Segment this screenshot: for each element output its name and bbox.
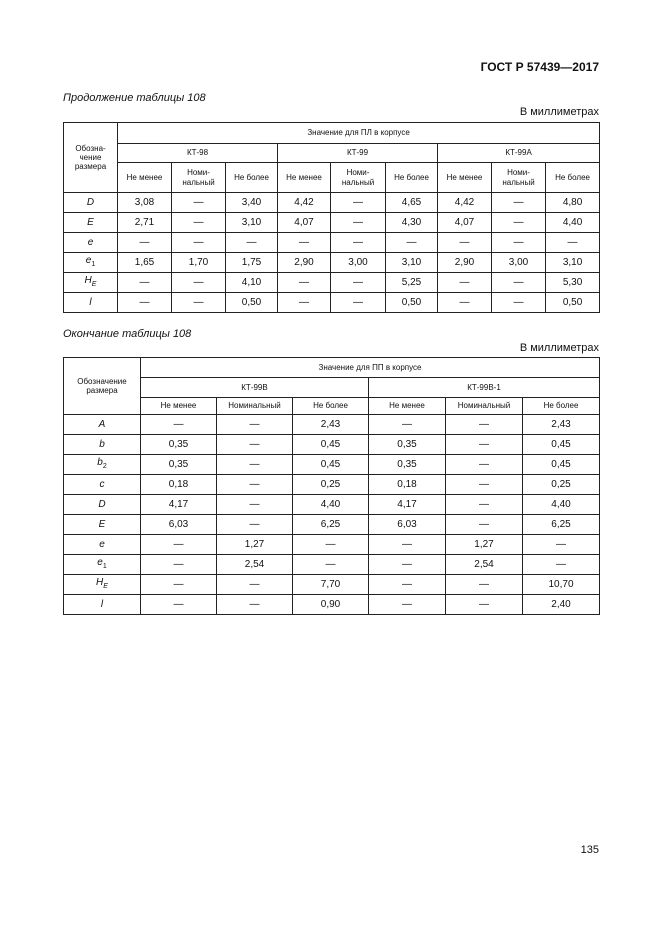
value-cell: 6,03 <box>369 515 446 535</box>
value-cell: 0,45 <box>293 455 369 475</box>
dimension-cell <box>64 475 141 495</box>
value-cell: 2,71 <box>118 213 172 233</box>
subheader: Не более <box>226 163 278 193</box>
subheader: Не менее <box>369 398 446 415</box>
dimension-subscript: E <box>103 583 108 591</box>
value-cell: — <box>331 233 386 253</box>
value-cell: 0,50 <box>226 293 278 313</box>
dimension-subscript: E <box>91 281 97 289</box>
table-row <box>64 293 600 313</box>
table-row <box>64 555 600 575</box>
value-cell: — <box>492 233 546 253</box>
value-cell: 6,25 <box>523 515 600 535</box>
value-cell: 5,30 <box>546 273 600 293</box>
table1-unit: В миллиметрах <box>519 106 599 118</box>
value-cell: 0,35 <box>369 435 446 455</box>
value-cell: 4,07 <box>438 213 492 233</box>
value-cell: 0,50 <box>546 293 600 313</box>
subheader: Номи- нальный <box>492 163 546 193</box>
value-cell: — <box>278 273 331 293</box>
dimension-symbol: E <box>98 518 106 530</box>
value-cell: — <box>331 293 386 313</box>
value-cell: 0,90 <box>293 595 369 615</box>
value-cell: 4,42 <box>278 193 331 213</box>
value-cell: 2,90 <box>438 253 492 273</box>
value-cell: — <box>523 535 600 555</box>
value-cell: — <box>331 273 386 293</box>
value-cell: 0,25 <box>293 475 369 495</box>
value-cell: 0,45 <box>523 455 600 475</box>
table2-caption: Окончание таблицы 108 <box>63 328 192 340</box>
dimension-symbol: D <box>86 196 95 208</box>
value-cell: 1,27 <box>217 535 293 555</box>
value-cell: — <box>492 293 546 313</box>
value-cell: — <box>217 575 293 595</box>
value-cell: — <box>438 233 492 253</box>
subheader: Не более <box>293 398 369 415</box>
dimension-symbol: e <box>99 538 105 550</box>
value-cell: — <box>446 475 523 495</box>
dimension-symbol: E <box>87 216 94 228</box>
dimension-symbol: e <box>97 557 103 569</box>
value-cell: 0,35 <box>369 455 446 475</box>
value-cell: — <box>226 233 278 253</box>
table-row <box>64 435 600 455</box>
value-cell: 2,43 <box>293 415 369 435</box>
value-cell: 1,75 <box>226 253 278 273</box>
value-cell: 6,25 <box>293 515 369 535</box>
table1-caption: Продолжение таблицы 108 <box>63 92 206 104</box>
dimension-symbol: e <box>85 255 92 267</box>
value-cell: — <box>446 495 523 515</box>
value-cell: — <box>118 233 172 253</box>
value-header: Значение для ПП в корпусе <box>141 358 600 378</box>
table-row <box>64 213 600 233</box>
value-cell: — <box>492 213 546 233</box>
value-cell: 3,10 <box>546 253 600 273</box>
value-cell: 0,45 <box>523 435 600 455</box>
value-cell: — <box>217 515 293 535</box>
value-cell: 1,27 <box>446 535 523 555</box>
value-cell: 4,17 <box>141 495 217 515</box>
table-row <box>64 535 600 555</box>
value-cell: — <box>172 293 226 313</box>
dim-header: Обозначение размера <box>64 358 141 415</box>
dimension-symbol: c <box>99 478 105 490</box>
value-cell: 3,00 <box>331 253 386 273</box>
value-cell: 3,10 <box>226 213 278 233</box>
table-row <box>64 415 600 435</box>
group-header: КТ-99А <box>438 144 600 163</box>
value-cell: 4,30 <box>386 213 438 233</box>
value-cell: — <box>172 273 226 293</box>
dimension-subscript: 2 <box>102 463 107 471</box>
value-cell: 4,10 <box>226 273 278 293</box>
dimension-symbol: D <box>98 498 106 510</box>
group-header: КТ-99 <box>278 144 438 163</box>
value-cell: — <box>369 595 446 615</box>
value-cell: — <box>523 555 600 575</box>
value-cell: — <box>141 555 217 575</box>
value-cell: 4,65 <box>386 193 438 213</box>
value-cell: 0,35 <box>141 435 217 455</box>
table-row <box>64 273 600 293</box>
table2-unit: В миллиметрах <box>519 342 599 354</box>
value-cell: 2,43 <box>523 415 600 435</box>
value-cell: — <box>118 273 172 293</box>
dimension-symbol: l <box>89 296 92 308</box>
subheader: Не менее <box>141 398 217 415</box>
dimension-symbol: H <box>84 275 92 287</box>
value-cell: 1,65 <box>118 253 172 273</box>
value-cell: — <box>331 213 386 233</box>
subheader: Не более <box>546 163 600 193</box>
value-cell: — <box>446 415 523 435</box>
dimension-cell <box>64 415 141 435</box>
table-row <box>64 253 600 273</box>
value-cell: 3,08 <box>118 193 172 213</box>
value-cell: — <box>293 535 369 555</box>
value-cell: 3,00 <box>492 253 546 273</box>
group-header: КТ-98 <box>118 144 278 163</box>
value-cell: — <box>141 415 217 435</box>
table-row <box>64 515 600 535</box>
dimension-cell <box>64 273 118 293</box>
table1 <box>63 122 600 313</box>
dimension-cell <box>64 535 141 555</box>
value-cell: — <box>492 193 546 213</box>
value-cell: — <box>369 575 446 595</box>
dimension-cell <box>64 213 118 233</box>
value-cell: — <box>141 535 217 555</box>
dimension-subscript: 1 <box>102 563 107 571</box>
value-cell: 4,80 <box>546 193 600 213</box>
value-cell: — <box>217 595 293 615</box>
dimension-cell <box>64 495 141 515</box>
dimension-cell <box>64 233 118 253</box>
value-cell: 5,25 <box>386 273 438 293</box>
page-number: 135 <box>580 844 599 856</box>
value-cell: — <box>446 455 523 475</box>
table-row <box>64 233 600 253</box>
subheader: Номинальный <box>217 398 293 415</box>
value-header: Значение для ПЛ в корпусе <box>118 123 600 144</box>
dimension-symbol: e <box>87 236 94 248</box>
dimension-cell <box>64 193 118 213</box>
value-cell: — <box>141 575 217 595</box>
table-row <box>64 193 600 213</box>
value-cell: — <box>172 193 226 213</box>
value-cell: 0,45 <box>293 435 369 455</box>
value-cell: 4,40 <box>523 495 600 515</box>
value-cell: 0,18 <box>369 475 446 495</box>
dimension-symbol: l <box>100 598 104 610</box>
value-cell: 2,40 <box>523 595 600 615</box>
value-cell: 1,70 <box>172 253 226 273</box>
group-header: КТ-99В-1 <box>369 378 600 398</box>
value-cell: 0,18 <box>141 475 217 495</box>
value-cell: — <box>369 535 446 555</box>
value-cell: — <box>386 233 438 253</box>
value-cell: — <box>278 233 331 253</box>
table-row <box>64 595 600 615</box>
subheader: Не более <box>523 398 600 415</box>
value-cell: — <box>438 273 492 293</box>
value-cell: — <box>172 233 226 253</box>
dimension-cell <box>64 515 141 535</box>
value-cell: — <box>141 595 217 615</box>
value-cell: — <box>438 293 492 313</box>
dimension-symbol: b <box>97 457 103 469</box>
value-cell: — <box>217 435 293 455</box>
value-cell: 4,42 <box>438 193 492 213</box>
table-row <box>64 475 600 495</box>
value-cell: 4,40 <box>293 495 369 515</box>
value-cell: 2,90 <box>278 253 331 273</box>
value-cell: — <box>172 213 226 233</box>
value-cell: 6,03 <box>141 515 217 535</box>
value-cell: 10,70 <box>523 575 600 595</box>
dimension-cell <box>64 455 141 475</box>
value-cell: — <box>546 233 600 253</box>
value-cell: 3,10 <box>386 253 438 273</box>
dimension-cell <box>64 293 118 313</box>
value-cell: — <box>369 555 446 575</box>
value-cell: 4,40 <box>546 213 600 233</box>
subheader: Номи- нальный <box>172 163 226 193</box>
dimension-symbol: H <box>96 577 104 589</box>
value-cell: — <box>446 595 523 615</box>
subheader: Не менее <box>118 163 172 193</box>
value-cell: — <box>217 495 293 515</box>
dim-header: Обозна- чение размера <box>64 123 118 193</box>
table-row <box>64 495 600 515</box>
value-cell: — <box>217 475 293 495</box>
value-cell: 3,40 <box>226 193 278 213</box>
value-cell: — <box>446 515 523 535</box>
group-header: КТ-99В <box>141 378 369 398</box>
value-cell: 0,50 <box>386 293 438 313</box>
dimension-cell <box>64 595 141 615</box>
value-cell: — <box>118 293 172 313</box>
value-cell: 4,17 <box>369 495 446 515</box>
value-cell: 2,54 <box>446 555 523 575</box>
value-cell: — <box>492 273 546 293</box>
value-cell: — <box>217 455 293 475</box>
value-cell: 4,07 <box>278 213 331 233</box>
value-cell: 0,25 <box>523 475 600 495</box>
value-cell: — <box>293 555 369 575</box>
value-cell: 7,70 <box>293 575 369 595</box>
table2 <box>63 357 600 615</box>
dimension-subscript: 1 <box>91 261 96 269</box>
subheader: Не менее <box>438 163 492 193</box>
subheader: Не более <box>386 163 438 193</box>
table-row <box>64 575 600 595</box>
value-cell: — <box>446 435 523 455</box>
dimension-cell <box>64 253 118 273</box>
value-cell: 2,54 <box>217 555 293 575</box>
value-cell: — <box>446 575 523 595</box>
dimension-symbol: b <box>99 438 105 450</box>
document-code: ГОСТ Р 57439—2017 <box>480 60 599 74</box>
dimension-cell <box>64 435 141 455</box>
value-cell: — <box>278 293 331 313</box>
dimension-cell <box>64 575 141 595</box>
subheader: Не менее <box>278 163 331 193</box>
value-cell: — <box>217 415 293 435</box>
subheader: Номи- нальный <box>331 163 386 193</box>
subheader: Номинальный <box>446 398 523 415</box>
value-cell: — <box>331 193 386 213</box>
value-cell: 0,35 <box>141 455 217 475</box>
table-row <box>64 455 600 475</box>
value-cell: — <box>369 415 446 435</box>
dimension-symbol: A <box>98 418 106 430</box>
dimension-cell <box>64 555 141 575</box>
